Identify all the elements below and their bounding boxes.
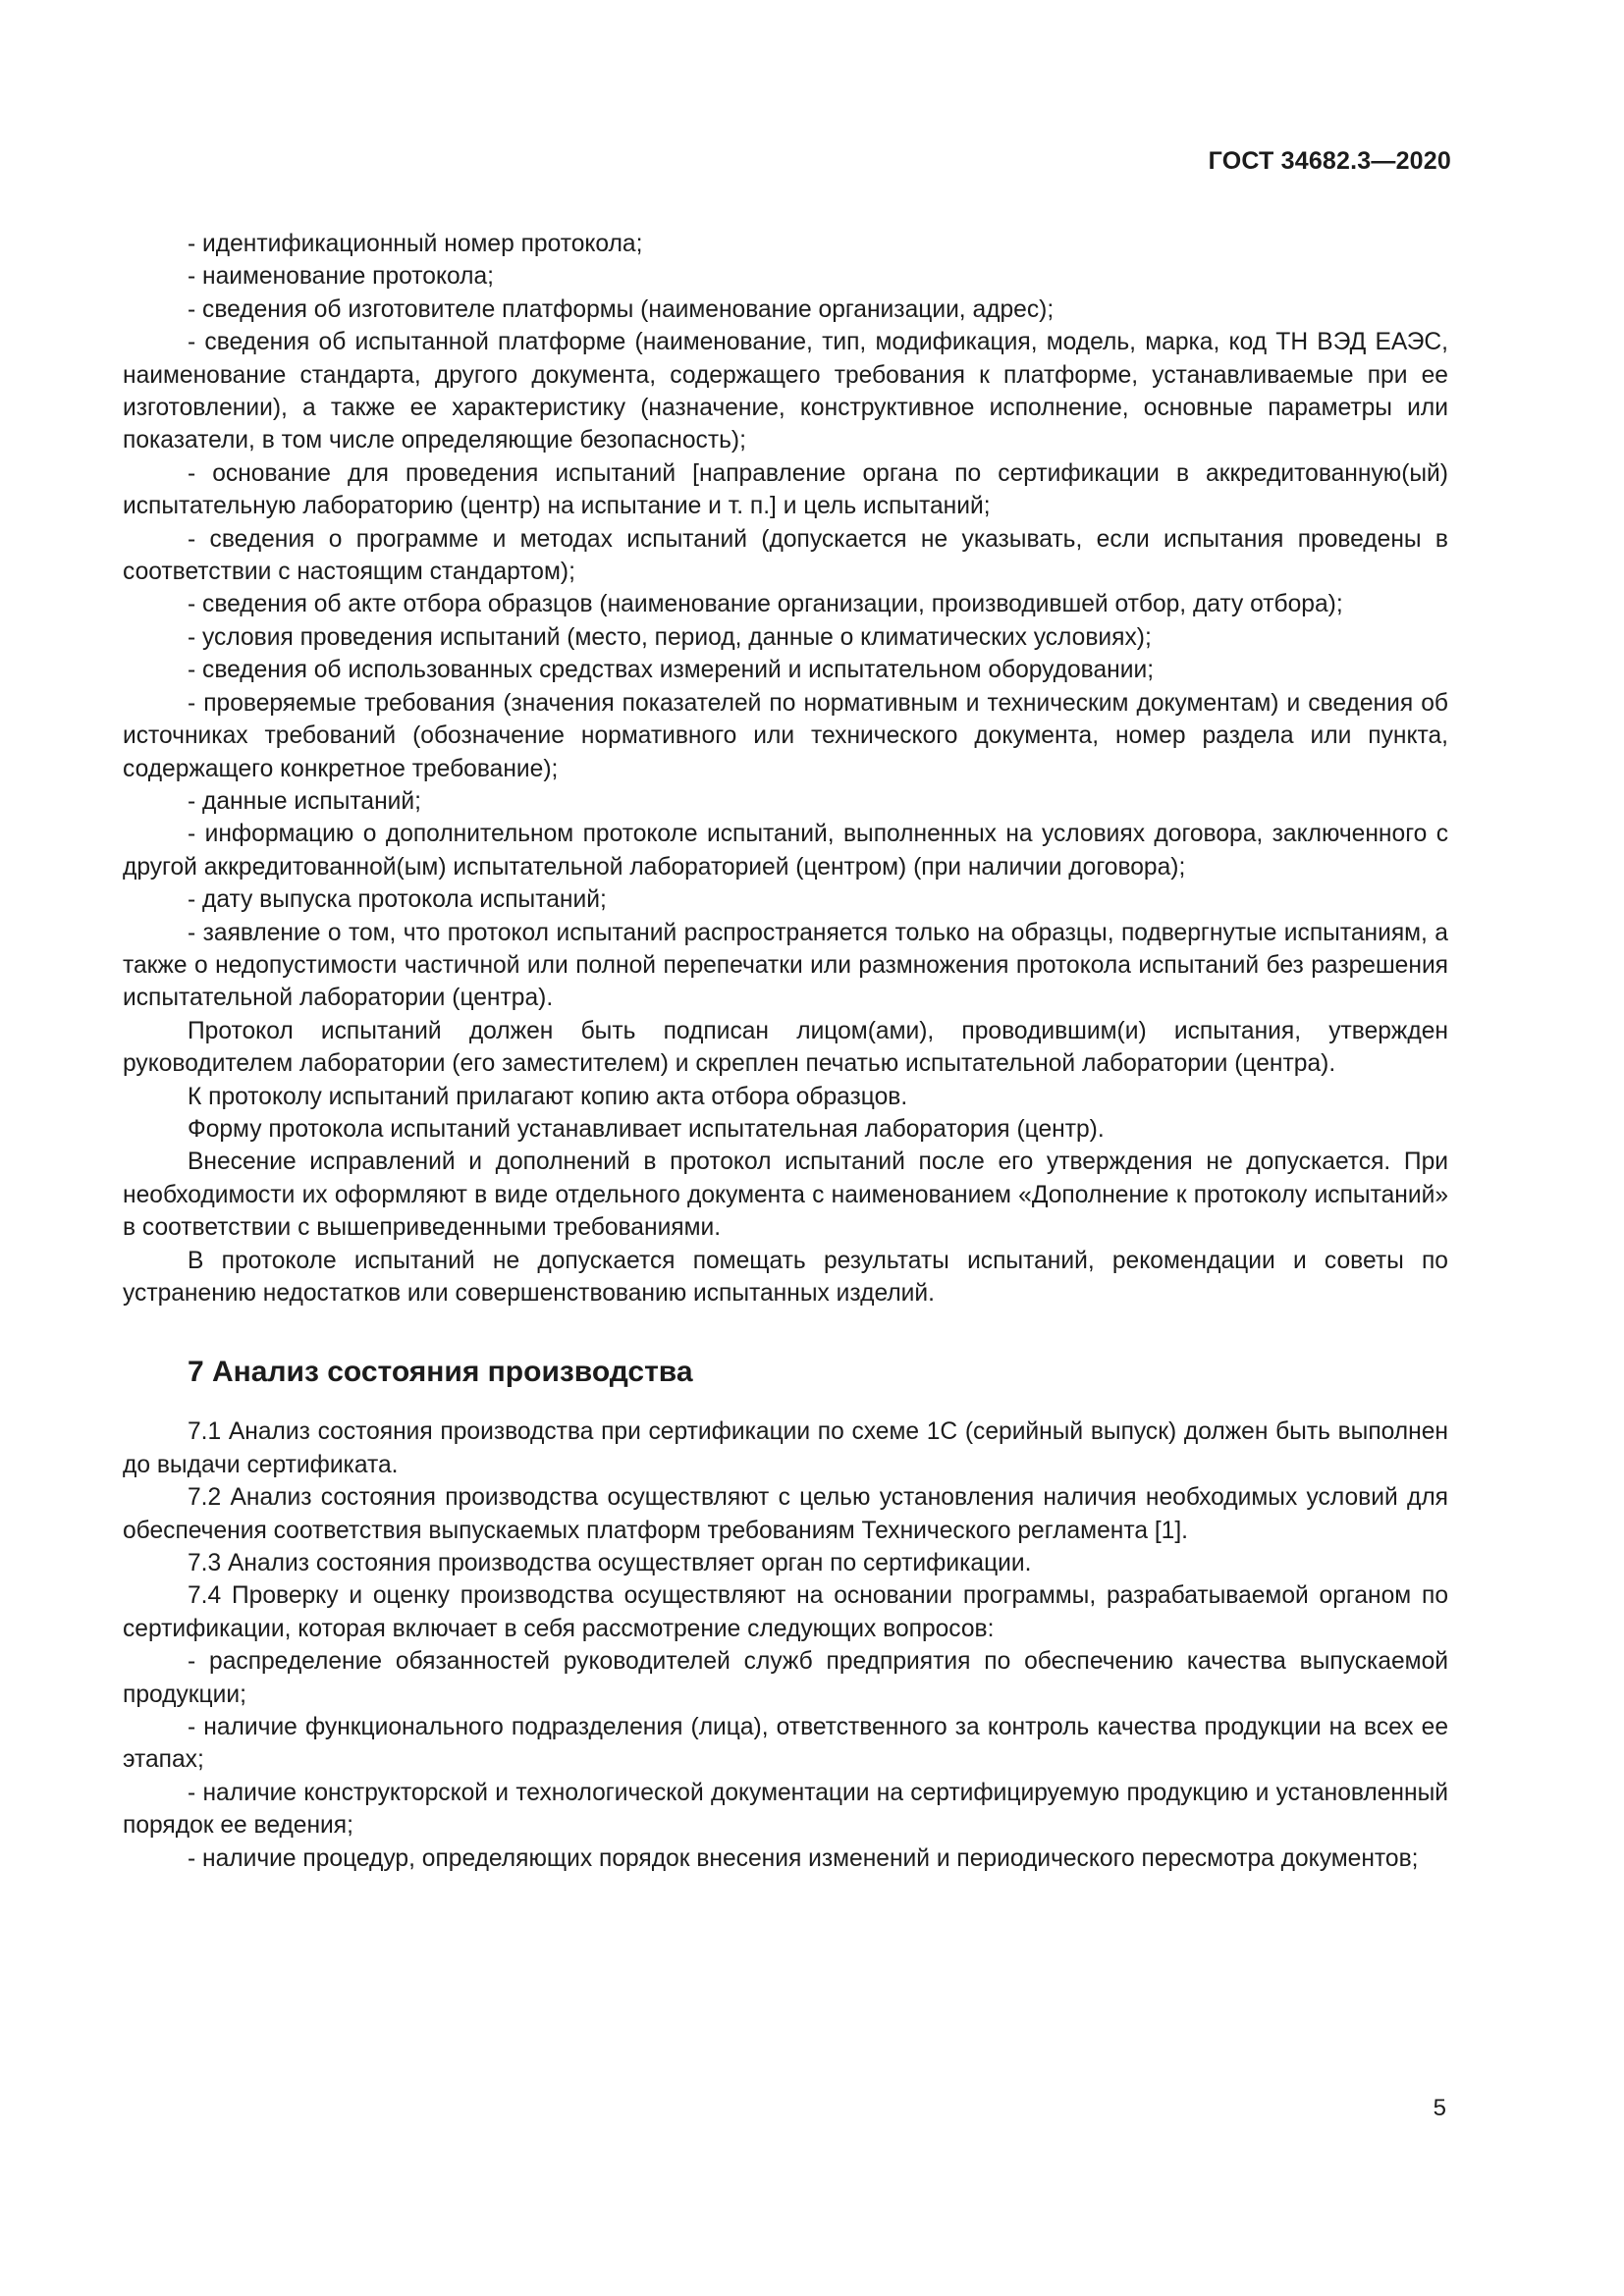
page-number: 5 [1433, 2095, 1446, 2121]
paragraph: В протоколе испытаний не допускается помещать результаты испытаний, рекомендации и советы по устранению недостатков или совершенствованию испытанных изделий. [123, 1247, 1448, 1307]
list-item: - наличие функционального подразделения (лица), ответственного за контроль качества продукции на всех ее этапах; [123, 1714, 1448, 1774]
list-item: - наличие процедур, определяющих порядок внесения изменений и периодического пересмотра документов; [188, 1844, 1419, 1872]
list-item: - сведения об испытанной платформе (наименование, тип, модификация, модель, марка, код ТН ВЭД ЕАЭС, наименование стандарта, другого документа, содержащего требования к платформе, устанавливаемые при ее изготовлении), а также ее характеристику (назначение, конструктивное исполнение, основные параметры или показатели, в том числе определяющие безопасность); [123, 329, 1448, 454]
list-item: - основание для проведения испытаний [направление органа по сертификации в аккредитованную(ый) испытательную лабораторию (центр) на испытание и т. п.] и цель испытаний; [123, 459, 1448, 520]
paragraph: Внесение исправлений и дополнений в протокол испытаний после его утверждения не допускается. При необходимости их оформляют в виде отдельного документа с наименованием «Дополнение к протоколу испытаний» в соответствии с вышеприведенными требованиями. [123, 1148, 1448, 1242]
clause: 7.2 Анализ состояния производства осуществляют с целью установления наличия необходимых условий для обеспечения соответствия выпускаемых платформ требованиям Технического регламента [1]. [123, 1484, 1448, 1544]
list-item: - данные испытаний; [188, 787, 421, 815]
document-designation: ГОСТ 34682.3—2020 [1208, 147, 1451, 175]
list-item: - распределение обязанностей руководителей служб предприятия по обеспечению качества выпускаемой продукции; [123, 1648, 1448, 1708]
list-item: - проверяемые требования (значения показателей по нормативным и техническим документам) и сведения об источниках требований (обозначение нормативного или технического документа, номер раздела или пункта, содержащего конкретное требование); [123, 689, 1448, 782]
list-item: - сведения о программе и методах испытаний (допускается не указывать, если испытания проведены в соответствии с настоящим стандартом); [123, 525, 1448, 586]
list-item: - наименование протокола; [188, 263, 494, 291]
paragraph: К протоколу испытаний прилагают копию акта отбора образцов. [188, 1083, 908, 1110]
paragraph: Протокол испытаний должен быть подписан лицом(ами), проводившим(и) испытания, утвержден руководителем лаборатории (его заместителем) и скреплен печатью испытательной лаборатории (центра). [123, 1017, 1448, 1078]
list-item: - наличие конструкторской и технологической документации на сертифицируемую продукцию и установленный порядок ее ведения; [123, 1779, 1448, 1840]
list-item: - сведения об изготовителе платформы (наименование организации, адрес); [188, 295, 1055, 323]
clause: 7.3 Анализ состояния производства осуществляет орган по сертификации. [188, 1550, 1032, 1577]
section-heading: 7 Анализ состояния производства [188, 1356, 693, 1389]
list-item: - сведения об акте отбора образцов (наименование организации, производившей отбор, дату отбора); [188, 591, 1343, 618]
clause: 7.4 Проверку и оценку производства осуществляют на основании программы, разрабатываемой органом по сертификации, которая включает в себя рассмотрение следующих вопросов: [123, 1582, 1448, 1642]
list-item: - идентификационный номер протокола; [188, 231, 643, 257]
clause: 7.1 Анализ состояния производства при сертификации по схеме 1С (серийный выпуск) должен быть выполнен до выдачи сертификата. [123, 1418, 1448, 1478]
list-item: - заявление о том, что протокол испытаний распространяется только на образцы, подвергнутые испытаниям, а также о недопустимости частичной или полной перепечатки или размножения протокола испытаний без разрешения испытательной лаборатории (центра). [123, 919, 1448, 1012]
list-item: - информацию о дополнительном протоколе испытаний, выполненных на условиях договора, заключенного с другой аккредитованной(ым) испытательной лабораторией (центром) (при наличии договора); [123, 821, 1448, 881]
list-item: - сведения об использованных средствах измерений и испытательном оборудовании; [188, 657, 1155, 684]
list-item: - дату выпуска протокола испытаний; [188, 886, 607, 914]
list-item: - условия проведения испытаний (место, период, данные о климатических условиях); [188, 623, 1152, 651]
paragraph: Форму протокола испытаний устанавливает испытательная лаборатория (центр). [188, 1115, 1105, 1143]
document-body [123, 228, 1448, 1875]
